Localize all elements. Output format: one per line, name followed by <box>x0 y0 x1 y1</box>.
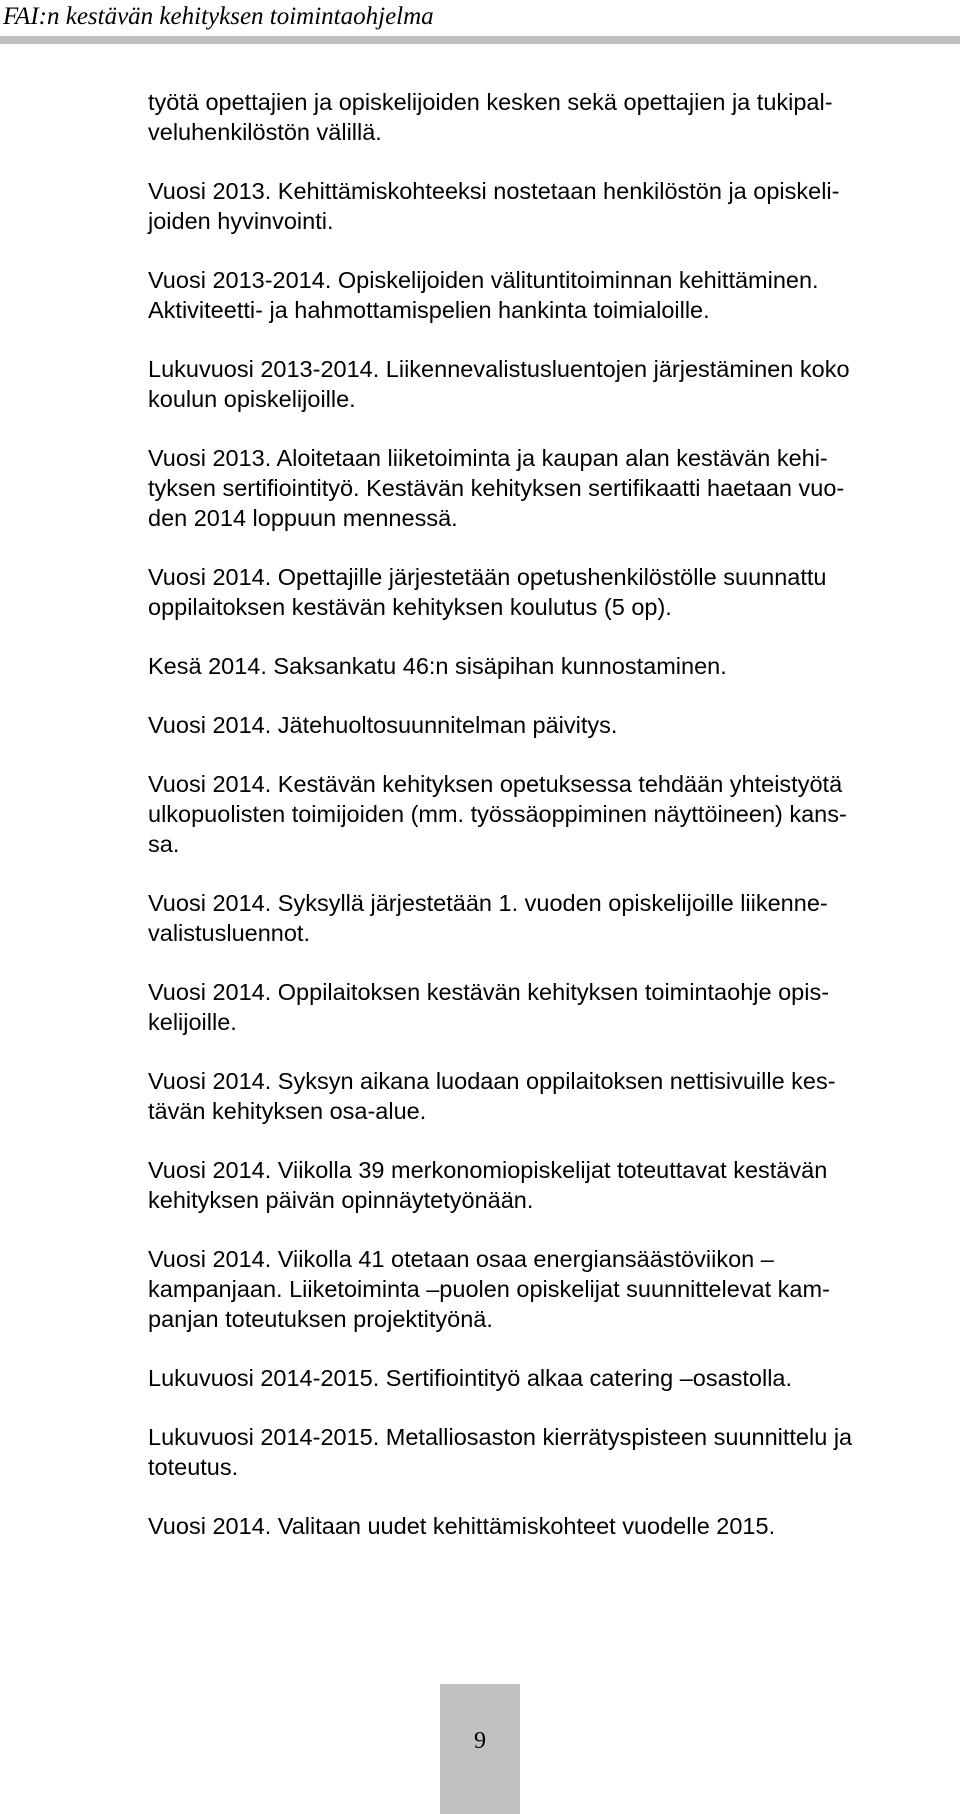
paragraph: Vuosi 2014. Syksyn aikana luodaan oppilaitoksen nettisivuille kes- tävän kehityksen osa-alue. <box>148 1068 836 1124</box>
document-body <box>148 87 926 1570</box>
paragraph: Kesä 2014. Saksankatu 46:n sisäpihan kunnostaminen. <box>148 653 727 679</box>
paragraph: Vuosi 2014. Viikolla 41 otetaan osaa energiansäästöviikon – kampanjaan. Liiketoiminta –puolen opiskelijat suunnittelevat kam- panjan toteutuksen projektityönä. <box>148 1246 830 1332</box>
page-number: 9 <box>474 1728 486 1754</box>
paragraph: Lukuvuosi 2014-2015. Sertifiointityö alkaa catering –osastolla. <box>148 1365 793 1391</box>
paragraph: Vuosi 2014. Viikolla 39 merkonomiopiskelijat toteuttavat kestävän kehityksen päivän opinnäytetyönään. <box>148 1157 828 1213</box>
paragraph: Vuosi 2014. Valitaan uudet kehittämiskohteet vuodelle 2015. <box>148 1513 776 1539</box>
paragraph: Vuosi 2014. Kestävän kehityksen opetuksessa tehdään yhteistyötä ulkopuolisten toimijoiden (mm. työssäoppiminen näyttöineen) kans- sa. <box>148 771 847 857</box>
paragraph: työtä opettajien ja opiskelijoiden kesken sekä opettajien ja tukipal- veluhenkilöstön välillä. <box>148 89 833 145</box>
page-header <box>0 0 960 44</box>
paragraph: Vuosi 2014. Jätehuoltosuunnitelman päivitys. <box>148 712 618 738</box>
paragraph: Vuosi 2013. Aloitetaan liiketoiminta ja kaupan alan kestävän kehi- tyksen sertifiointityö. Kestävän kehityksen sertifikaatti haetaan vuo- den 2014 loppuun mennessä. <box>148 445 845 531</box>
paragraph: Vuosi 2014. Syksyllä järjestetään 1. vuoden opiskelijoille liikenne- valistusluennot. <box>148 890 828 946</box>
header-title: FAI:n kestävän kehityksen toimintaohjelma <box>3 3 434 30</box>
paragraph: Vuosi 2014. Oppilaitoksen kestävän kehityksen toimintaohje opis- kelijoille. <box>148 979 830 1035</box>
paragraph: Vuosi 2014. Opettajille järjestetään opetushenkilöstölle suunnattu oppilaitoksen kestävän kehityksen koulutus (5 op). <box>148 564 827 620</box>
paragraph: Lukuvuosi 2014-2015. Metalliosaston kierrätyspisteen suunnittelu ja toteutus. <box>148 1424 853 1480</box>
paragraph: Vuosi 2013. Kehittämiskohteeksi nostetaan henkilöstön ja opiskeli- joiden hyvinvointi. <box>148 178 840 234</box>
header-divider <box>0 36 960 44</box>
paragraph: Lukuvuosi 2013-2014. Liikennevalistusluentojen järjestäminen koko koulun opiskelijoille. <box>148 356 850 412</box>
paragraph: Vuosi 2013-2014. Opiskelijoiden välituntitoiminnan kehittäminen. Aktiviteetti- ja hahmottamispelien hankinta toimialoille. <box>148 267 819 323</box>
page-number-box <box>440 1684 520 1814</box>
